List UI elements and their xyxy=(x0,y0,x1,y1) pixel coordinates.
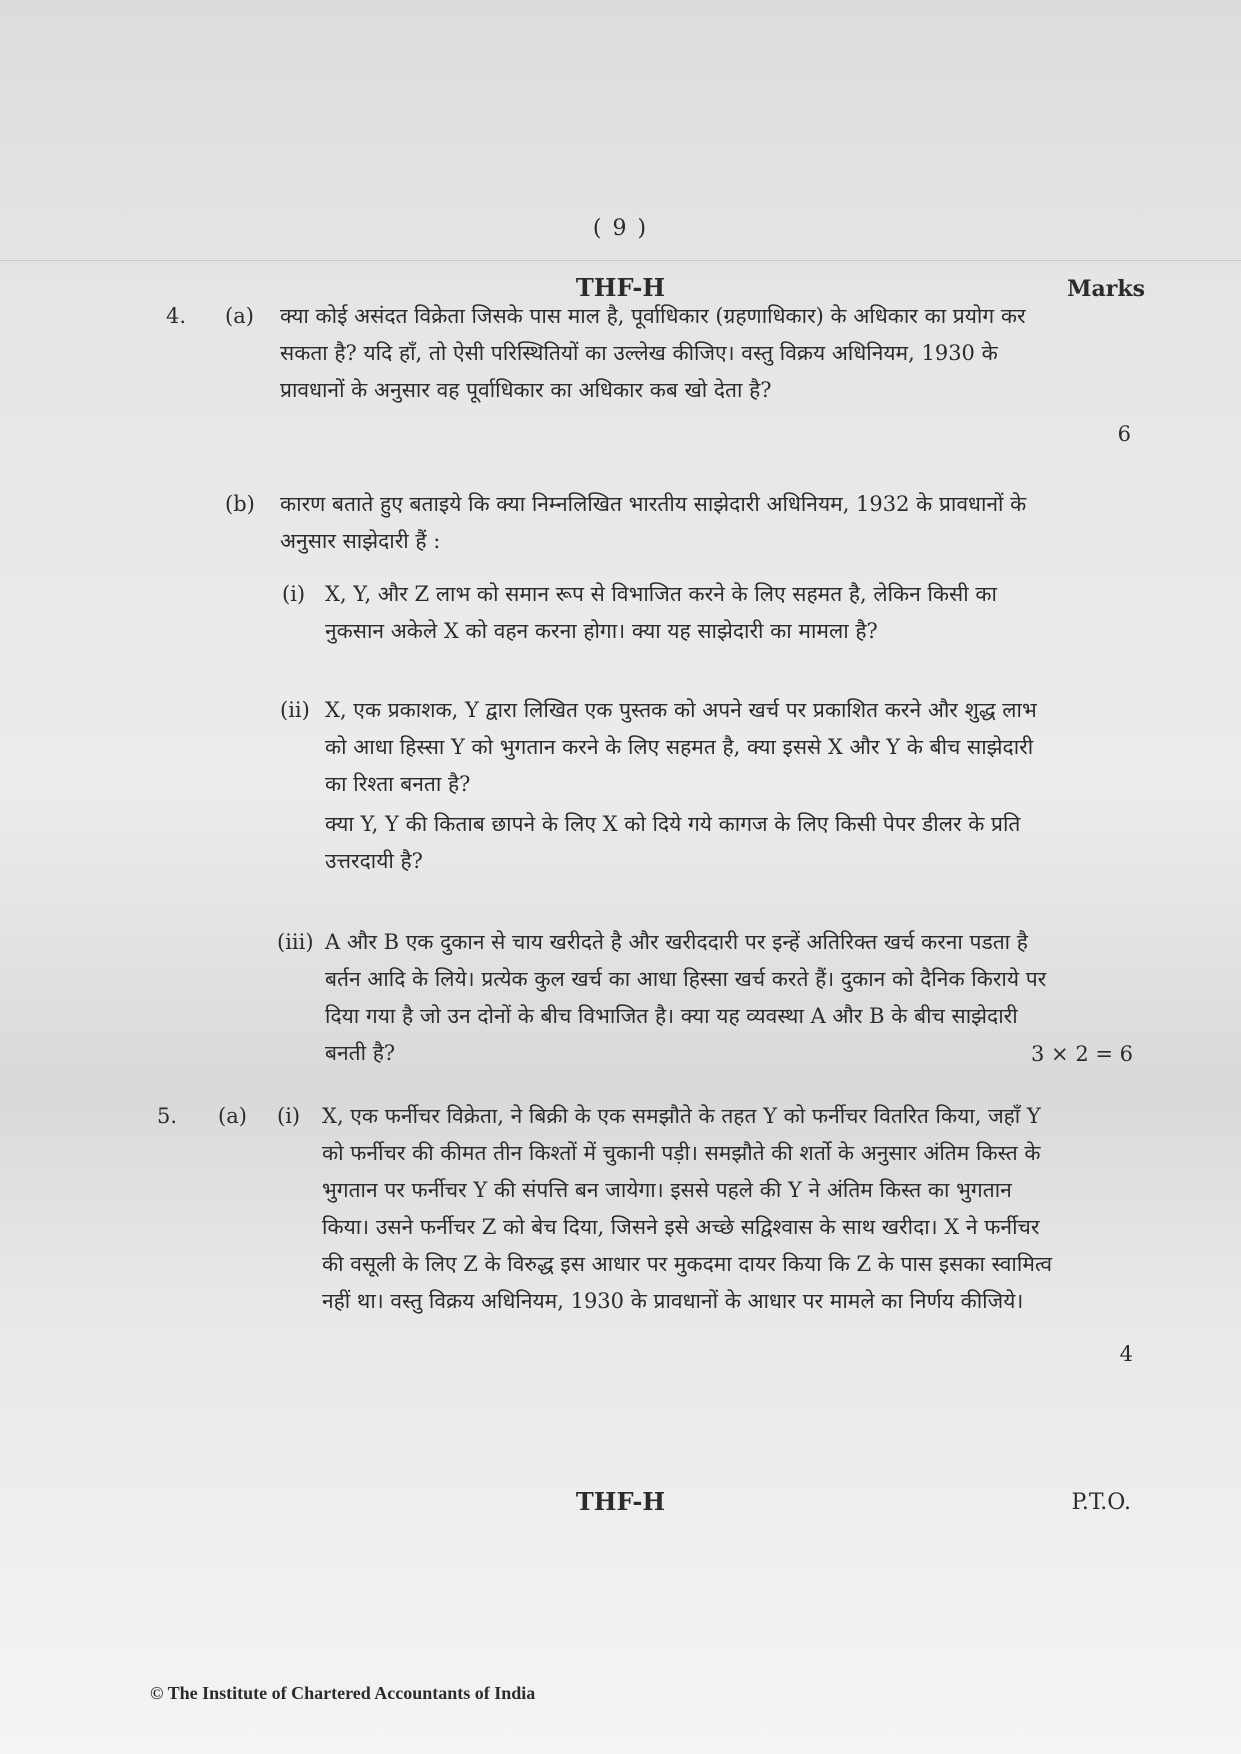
q5-number: 5. xyxy=(157,1104,178,1128)
header-rule xyxy=(0,260,1241,261)
q4a-text: क्या कोई असंदत विक्रेता जिसके पास माल है, पूर्वाधिकार (ग्रहणाधिकार) के अधिकार का प्रयोग कर सकता है? यदि हाँ, तो ऐसी परिस्थितियों का उल्लेख कीजिए। वस्तु विक्रय अधिनियम, 1930 के प्रावधानों के अनुसार वह पूर्वाधिकार का अधिकार कब खो देता है? xyxy=(280,304,1026,402)
q4b-text: कारण बताते हुए बताइये कि क्या निम्नलिखित भारतीय साझेदारी अधिनियम, 1932 के प्रावधानों के अनुसार साझेदारी हैं : xyxy=(280,492,1027,553)
copyright-footer: © The Institute of Chartered Accountants of India xyxy=(150,1683,536,1703)
paper-code-bottom: THF-H xyxy=(575,1487,666,1516)
q4b-ii-label: (ii) xyxy=(280,698,310,722)
q5a-i-label: (i) xyxy=(277,1104,301,1128)
q5a-i-text: X, एक फर्नीचर विक्रेता, ने बिक्री के एक समझौते के तहत Y को फर्नीचर वितरित किया, जहाँ Y को फर्नीचर की कीमत तीन किश्तों में चुकानी पड़ी। समझौते की शर्तो के अनुसार अंतिम किस्त के भुगतान पर फर्नीचर Y की संपत्ति बन जायेगा। इससे पहले की Y ने अंतिम किस्त का भुगतान किया। उसने फर्नीचर Z को बेच दिया, जिसने इसे अच्छे सद्विश्वास के साथ खरीदा। X ने फर्नीचर की वसूली के लिए Z के विरुद्ध इस आधार पर मुकदमा दायर किया कि Z के पास इसका स्वामित्व नहीं था। वस्तु विक्रय अधिनियम, 1930 के प्रावधानों के आधार पर मामले का निर्णय कीजिये। xyxy=(322,1104,1053,1313)
q4b-iii-text: A और B एक दुकान से चाय खरीदते है और खरीददारी पर इन्हें अतिरिक्त खर्च करना पडता है बर्तन आदि के लिये। प्रत्येक कुल खर्च का आधा हिस्सा खर्च करते हैं। दुकान को दैनिक किराये पर दिया गया है जो उन दोनों के बीच विभाजित है। क्या यह व्यवस्था A और B के बीच साझेदारी बनती है? xyxy=(325,930,1047,1065)
q4b-label: (b) xyxy=(225,492,255,516)
marks-header: Marks xyxy=(1067,276,1145,302)
q4b-ii-text: X, एक प्रकाशक, Y द्वारा लिखित एक पुस्तक को अपने खर्च पर प्रकाशित करने और शुद्ध लाभ को आधा हिस्सा Y को भुगतान करने के लिए सहमत है, क्या इससे X और Y के बीच साझेदारी का रिश्ता बनता है? xyxy=(325,698,1037,796)
paper-code-top: THF-H xyxy=(575,273,666,302)
q5a-label: (a) xyxy=(218,1104,247,1128)
page-number: ( 9 ) xyxy=(592,216,649,241)
q4b-marks: 3 × 2 = 6 xyxy=(1031,1042,1133,1066)
q4a-label: (a) xyxy=(225,304,254,328)
q4b-ii-text2: क्या Y, Y की किताब छापने के लिए X को दिये गये कागज के लिए किसी पेपर डीलर के प्रति उत्तरदायी है? xyxy=(325,812,1021,873)
q4b-i-label: (i) xyxy=(282,582,306,606)
q4-number: 4. xyxy=(166,304,187,328)
q4b-i-text: X, Y, और Z लाभ को समान रूप से विभाजित करने के लिए सहमत है, लेकिन किसी का नुकसान अकेले X को वहन करना होगा। क्या यह साझेदारी का मामला है? xyxy=(325,582,997,643)
q4b-iii-label: (iii) xyxy=(277,930,314,954)
pto-label: P.T.O. xyxy=(1071,1490,1131,1515)
q5-marks: 4 xyxy=(1119,1342,1133,1366)
q4a-marks: 6 xyxy=(1117,422,1131,446)
